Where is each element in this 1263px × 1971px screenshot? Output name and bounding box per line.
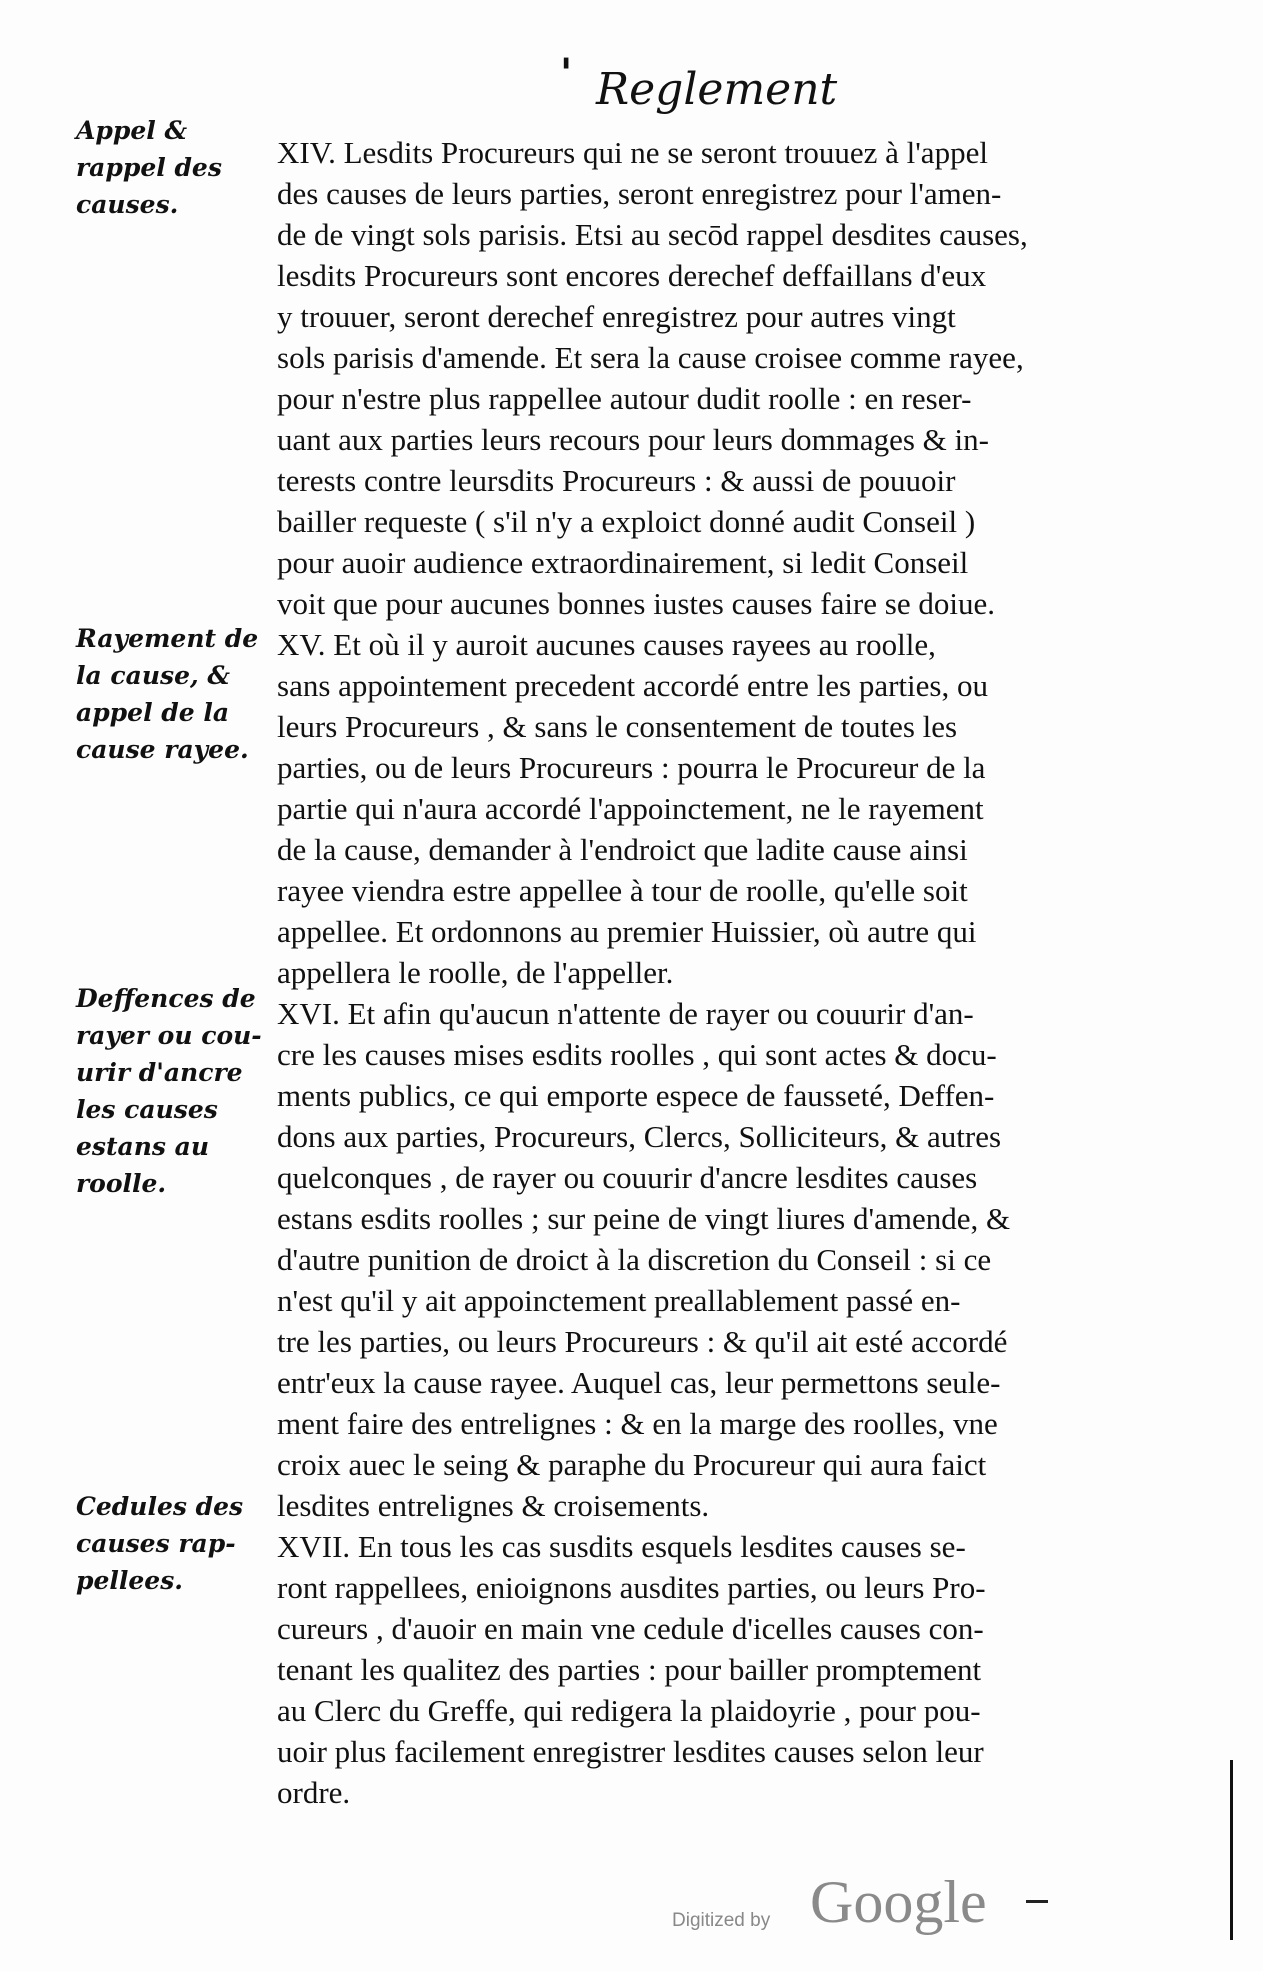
text-line: bailler requeste ( s'il n'y a exploict donné audit Conseil ) <box>277 504 976 539</box>
text-line: des causes de leurs parties, seront enregistrez pour l'amen- <box>277 176 1002 211</box>
margin-note-rayement <box>76 620 276 768</box>
text-line: parties, ou de leurs Procureurs : pourra le Procureur de la <box>277 750 986 785</box>
text-line: de de vingt sols parisis. Etsi au secōd rappel desdites causes, <box>277 217 1028 252</box>
margin-note-line: urir d'ancre <box>76 1058 243 1087</box>
margin-note-line: causes rap- <box>76 1529 236 1558</box>
text-line: XVI. Et afin qu'aucun n'attente de rayer ou couurir d'an- <box>277 996 974 1031</box>
margin-note-line: rayer ou cou- <box>76 1021 262 1050</box>
margin-note-line: la cause, & <box>76 661 230 690</box>
margin-note-line: estans au <box>76 1132 210 1161</box>
text-line: XIV. Lesdits Procureurs qui ne se seront trouuez à l'appel <box>277 135 988 170</box>
text-line: ront rappellees, enioignons ausdites parties, ou leurs Pro- <box>277 1570 986 1605</box>
margin-note-line: Appel & <box>76 116 188 145</box>
margin-note-line: les causes <box>76 1095 218 1124</box>
text-line: uoir plus facilement enregistrer lesdites causes selon leur <box>277 1734 984 1769</box>
text-line: entr'eux la cause rayee. Auquel cas, leur permettons seule- <box>277 1365 1001 1400</box>
text-line: tenant les qualitez des parties : pour bailler promptement <box>277 1652 982 1687</box>
margin-note-line: causes. <box>76 190 179 219</box>
text-line: sans appointement precedent accordé entre les parties, ou <box>277 668 988 703</box>
margin-note-line: pellees. <box>76 1566 183 1595</box>
text-line: sols parisis d'amende. Et sera la cause croisee comme rayee, <box>277 340 1024 375</box>
text-line: cureurs , d'auoir en main vne cedule d'icelles causes con- <box>277 1611 984 1646</box>
footer-dash <box>1026 1900 1048 1903</box>
margin-note-line: Cedules des <box>76 1492 244 1521</box>
margin-note-line: Rayement de <box>76 624 259 653</box>
text-line: appellee. Et ordonnons au premier Huissier, où autre qui <box>277 914 977 949</box>
text-line: XVII. En tous les cas susdits esquels lesdites causes se- <box>277 1529 966 1564</box>
text-line: dons aux parties, Procureurs, Clercs, Solliciteurs, & autres <box>277 1119 1002 1154</box>
text-line: au Clerc du Greffe, qui redigera la plaidoyrie , pour pou- <box>277 1693 981 1728</box>
google-logo: Google <box>810 1869 987 1935</box>
text-line: XV. Et où il y auroit aucunes causes rayees au roolle, <box>277 627 936 662</box>
margin-note-deffences <box>76 980 276 1202</box>
text-line: cre les causes mises esdits roolles , qui sont actes & docu- <box>277 1037 997 1072</box>
digitized-by-label: Digitized by <box>672 1910 771 1931</box>
margin-note-line: cause rayee. <box>76 735 249 764</box>
header-mark: ' <box>560 50 573 97</box>
text-line: rayee viendra estre appellee à tour de roolle, qu'elle soit <box>277 873 968 908</box>
text-line: croix auec le seing & paraphe du Procureur qui aura faict <box>277 1447 987 1482</box>
margin-note-line: roolle. <box>76 1169 167 1198</box>
text-line: leurs Procureurs , & sans le consentement de toutes les <box>277 709 958 744</box>
running-head: Reglement <box>596 64 838 115</box>
text-line: ment faire des entrelignes : & en la marge des roolles, vne <box>277 1406 998 1441</box>
margin-note-cedules <box>76 1488 276 1599</box>
margin-note-appel <box>76 112 276 223</box>
margin-note-line: Deffences de <box>76 984 256 1013</box>
margin-note-line: appel de la <box>76 698 230 727</box>
text-line: quelconques , de rayer ou couurir d'ancre lesdites causes <box>277 1160 978 1195</box>
text-line: estans esdits roolles ; sur peine de vingt liures d'amende, & <box>277 1201 1011 1236</box>
text-line: partie qui n'aura accordé l'appoinctement, ne le rayement <box>277 791 984 826</box>
text-line: uant aux parties leurs recours pour leurs dommages & in- <box>277 422 989 457</box>
text-line: lesdits Procureurs sont encores derechef deffaillans d'eux <box>277 258 987 293</box>
text-line: tre les parties, ou leurs Procureurs : & qu'il ait esté accordé <box>277 1324 1008 1359</box>
text-line: ments publics, ce qui emporte espece de fausseté, Deffen- <box>277 1078 995 1113</box>
text-line: de la cause, demander à l'endroict que ladite cause ainsi <box>277 832 968 867</box>
margin-rule <box>1230 1760 1233 1940</box>
text-line: ordre. <box>277 1775 351 1810</box>
text-line: pour n'estre plus rappellee autour dudit roolle : en reser- <box>277 381 972 416</box>
text-line: d'autre punition de droict à la discretion du Conseil : si ce <box>277 1242 992 1277</box>
text-line: pour auoir audience extraordinairement, si ledit Conseil <box>277 545 969 580</box>
text-line: n'est qu'il y ait appoinctement preallablement passé en- <box>277 1283 961 1318</box>
text-line: lesdites entrelignes & croisements. <box>277 1488 710 1523</box>
text-line: y trouuer, seront derechef enregistrez pour autres vingt <box>277 299 956 334</box>
text-line: terests contre leursdits Procureurs : & aussi de pouuoir <box>277 463 956 498</box>
margin-note-line: rappel des <box>76 153 222 182</box>
text-line: voit que pour aucunes bonnes iustes causes faire se doiue. <box>277 586 995 621</box>
text-line: appellera le roolle, de l'appeller. <box>277 955 674 990</box>
